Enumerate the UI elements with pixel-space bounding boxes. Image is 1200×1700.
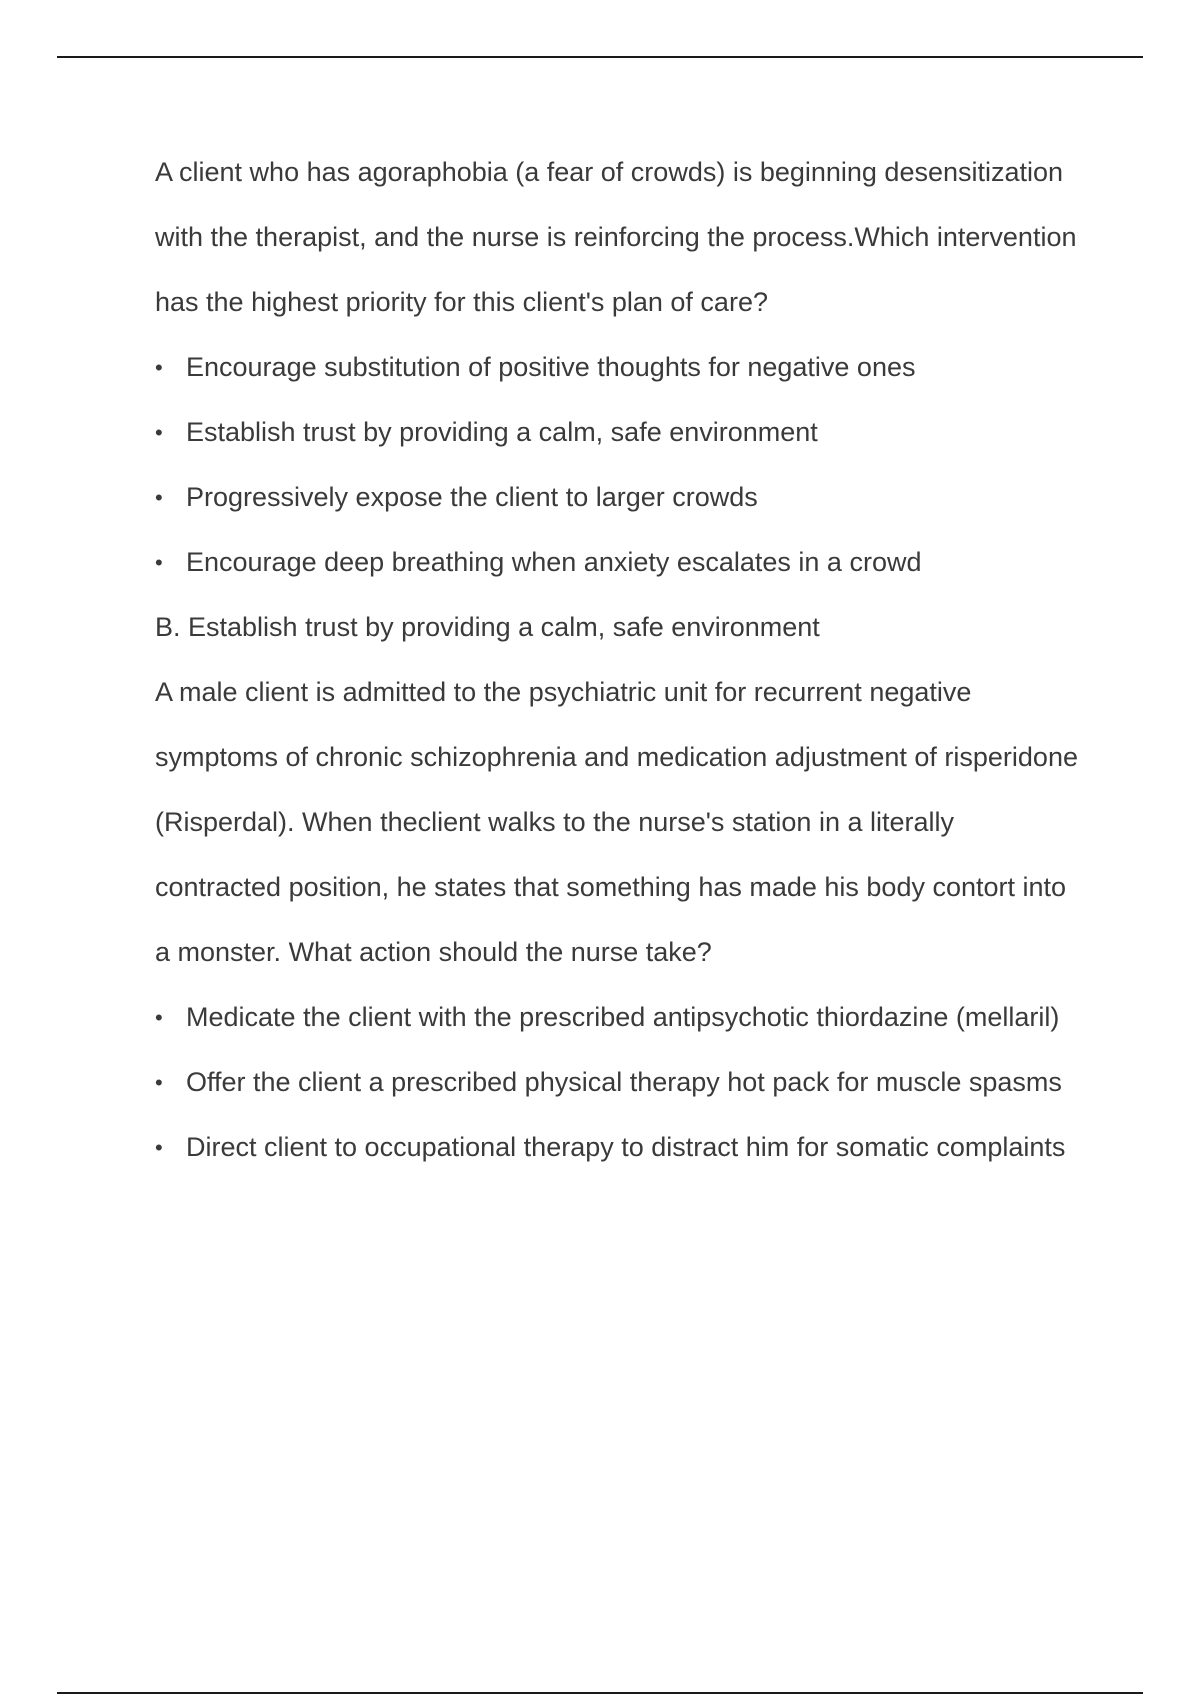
- question-2-options: [155, 985, 1080, 1180]
- bottom-rule: [57, 1692, 1143, 1694]
- option-text: Progressively expose the client to larger crowds: [186, 482, 758, 512]
- bullet-icon: •: [155, 1005, 163, 1030]
- bullet-icon: •: [155, 485, 163, 510]
- bullet-icon: •: [155, 1135, 163, 1160]
- bullet-icon: •: [155, 420, 163, 445]
- option-text: Offer the client a prescribed physical therapy hot pack for muscle spasms: [186, 1067, 1062, 1097]
- option-text: Encourage substitution of positive thoughts for negative ones: [186, 352, 916, 382]
- question-2-option: [155, 985, 1080, 1050]
- option-text: Encourage deep breathing when anxiety escalates in a crowd: [186, 547, 922, 577]
- question-2-option: [155, 1115, 1080, 1180]
- option-text: Medicate the client with the prescribed antipsychotic thiordazine (mellaril): [186, 1002, 1060, 1032]
- bullet-icon: •: [155, 1070, 163, 1095]
- bullet-icon: •: [155, 550, 163, 575]
- question-1-option: [155, 400, 1080, 465]
- document-body: [155, 140, 1080, 1180]
- question-2-prompt: A male client is admitted to the psychiatric unit for recurrent negative symptoms of chronic schizophrenia and medication adjustment of risperidone (Risperdal). When theclient walks to the nurse's station in a literally contracted position, he states that something has made his body contort into a monster. What action should the nurse take?: [155, 677, 1078, 967]
- top-rule: [57, 56, 1143, 58]
- question-2-option: [155, 1050, 1080, 1115]
- question-1-option: [155, 530, 1080, 595]
- question-1-option: [155, 335, 1080, 400]
- question-1-prompt: A client who has agoraphobia (a fear of crowds) is beginning desensitization with the therapist, and the nurse is reinforcing the process.Which intervention has the highest priority for this client's plan of care?: [155, 157, 1077, 317]
- option-text: Direct client to occupational therapy to distract him for somatic complaints: [186, 1132, 1066, 1162]
- question-1-options: [155, 335, 1080, 595]
- bullet-icon: •: [155, 355, 163, 380]
- question-1-option: [155, 465, 1080, 530]
- option-text: Establish trust by providing a calm, safe environment: [186, 417, 818, 447]
- question-1-answer: B. Establish trust by providing a calm, safe environment: [155, 612, 820, 642]
